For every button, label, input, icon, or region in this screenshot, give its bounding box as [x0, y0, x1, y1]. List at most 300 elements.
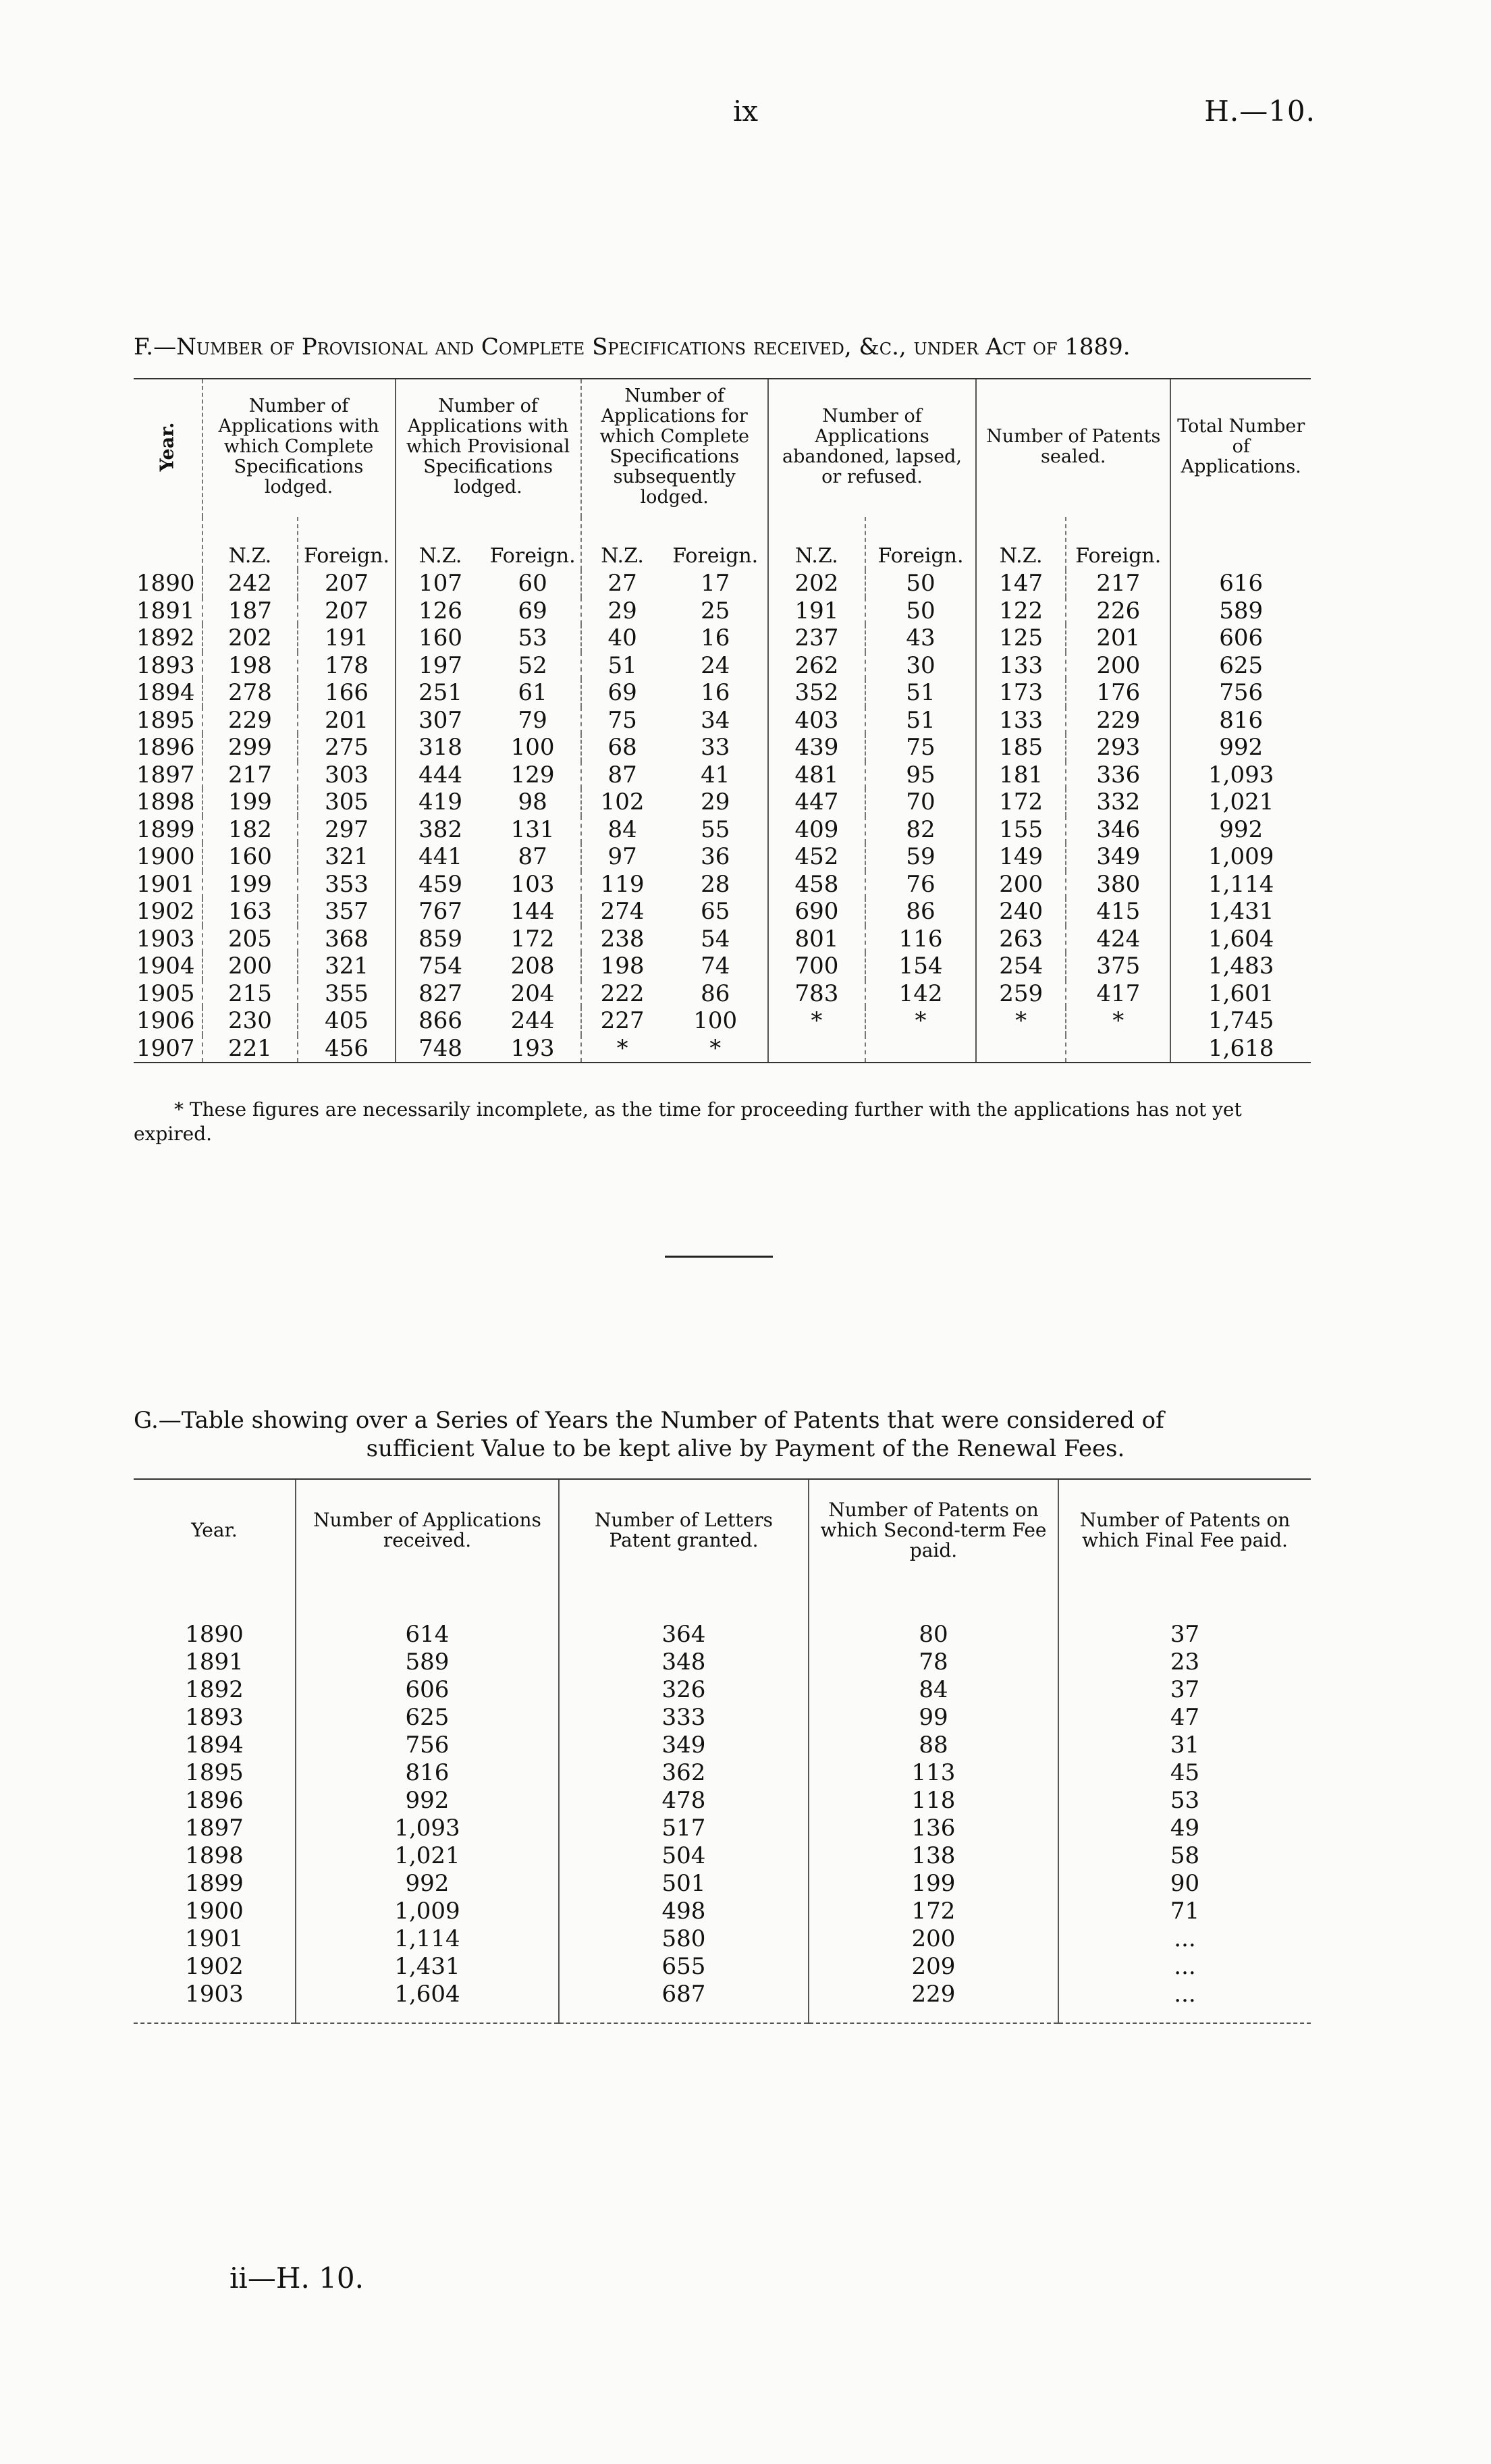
table-cell: 198: [202, 652, 298, 680]
table-cell: 244: [510, 1007, 555, 1035]
table-cell: 50: [865, 570, 976, 597]
table-cell: 756: [296, 1731, 559, 1759]
table-cell: 278: [202, 679, 298, 707]
table-cell: 87: [581, 761, 663, 789]
table-row: [134, 1585, 1311, 1648]
table-row: [134, 953, 1311, 980]
table-cell: 50: [865, 597, 976, 625]
table-cell: 201: [1066, 624, 1170, 652]
table-cell: 859: [396, 926, 485, 953]
year-cell: 1898: [136, 788, 195, 816]
table-cell: [865, 1035, 976, 1063]
year-cell: 1894: [136, 679, 195, 707]
year-cell: 1894: [185, 1731, 244, 1759]
table-cell: 447: [768, 788, 865, 816]
table-cell: 318: [396, 734, 485, 761]
header-year: Year.: [134, 379, 202, 517]
table-f-subheader-row: [134, 517, 1311, 570]
subheader-cell: Foreign.: [298, 517, 395, 570]
table-cell: 16: [701, 624, 730, 652]
table-cell: 748: [396, 1035, 485, 1063]
table-cell: 133: [976, 707, 1066, 734]
subheader-cell: Foreign.: [489, 544, 576, 568]
table-row: [134, 761, 1311, 789]
table-cell: 589: [296, 1648, 559, 1676]
table-cell: 333: [559, 1703, 809, 1731]
table-cell: 501: [559, 1869, 809, 1897]
table-cell: 1,093: [1170, 761, 1311, 789]
table-cell: 147: [976, 570, 1066, 597]
table-cell: ...: [1058, 1952, 1311, 1980]
table-cell: 51: [865, 707, 976, 734]
table-cell: 79: [518, 706, 547, 734]
table-cell: 992: [1170, 816, 1311, 844]
table-cell: 70: [865, 788, 976, 816]
year-cell: 1902: [185, 1952, 244, 1980]
table-cell: 82: [865, 816, 976, 844]
table-cell: 754: [396, 953, 485, 980]
table-cell: 222: [581, 980, 663, 1008]
table-cell: 100: [510, 734, 555, 761]
year-cell: 1900: [136, 843, 195, 871]
table-cell: 182: [202, 816, 298, 844]
table-cell: 55: [701, 815, 730, 843]
table-cell: 307: [396, 707, 485, 734]
table-cell: 452: [768, 843, 865, 871]
table-cell: 221: [202, 1035, 298, 1063]
table-cell: 181: [976, 761, 1066, 789]
table-cell: 254: [976, 953, 1066, 980]
table-cell: 352: [768, 679, 865, 707]
table-cell: 129: [510, 761, 555, 788]
header-total: Total Number of Applications.: [1170, 379, 1311, 517]
table-cell: 197: [396, 652, 485, 680]
table-cell: 90: [1058, 1869, 1311, 1897]
subheader-cell: N.Z.: [976, 517, 1066, 570]
table-cell: 198: [581, 953, 663, 980]
year-cell: 1906: [136, 1007, 195, 1035]
table-cell: 80: [809, 1585, 1058, 1648]
year-cell: 1892: [185, 1676, 244, 1703]
table-cell: *: [663, 1035, 768, 1063]
year-cell: 1890: [185, 1620, 244, 1648]
table-cell: 116: [865, 926, 976, 953]
table-cell: 230: [202, 1007, 298, 1035]
table-cell: 107: [396, 570, 485, 597]
table-cell: 687: [559, 1980, 809, 2023]
table-row: [134, 926, 1311, 953]
section-divider: [665, 1256, 773, 1258]
table-cell: 992: [296, 1786, 559, 1814]
table-cell: [768, 1035, 865, 1063]
year-cell: 1902: [136, 898, 195, 926]
year-cell: 1896: [136, 734, 195, 761]
table-cell: 100: [693, 1007, 738, 1035]
table-row: [134, 1703, 1311, 1731]
g-header-year: Year.: [134, 1479, 296, 1585]
table-cell: 133: [976, 652, 1066, 680]
table-cell: 444: [396, 761, 485, 789]
table-cell: 160: [396, 624, 485, 652]
table-row: [134, 898, 1311, 926]
table-cell: 154: [865, 953, 976, 980]
year-cell: 1899: [136, 815, 195, 843]
subheader-cell: N.Z.: [768, 517, 865, 570]
table-cell: *: [865, 1007, 976, 1035]
table-cell: 380: [1066, 871, 1170, 899]
table-cell: 36: [701, 843, 730, 871]
table-cell: 655: [559, 1952, 809, 1980]
table-cell: 589: [1170, 597, 1311, 625]
table-cell: 409: [768, 816, 865, 844]
table-cell: 305: [298, 788, 395, 816]
table-cell: 41: [701, 761, 730, 788]
table-cell: 229: [1066, 707, 1170, 734]
table-cell: 53: [518, 624, 547, 652]
table-cell: 37: [1058, 1585, 1311, 1648]
table-cell: 31: [1058, 1731, 1311, 1759]
table-cell: 459: [396, 871, 485, 899]
table-cell: 299: [202, 734, 298, 761]
table-cell: 205: [202, 926, 298, 953]
table-cell: 226: [1066, 597, 1170, 625]
table-cell: 217: [1066, 570, 1170, 597]
table-cell: 98: [518, 788, 547, 816]
table-cell: 172: [510, 925, 555, 953]
table-cell: [976, 1035, 1066, 1063]
table-cell: 441: [396, 843, 485, 871]
table-cell: 86: [865, 898, 976, 926]
year-cell: 1895: [136, 706, 195, 734]
table-cell: 1,021: [296, 1842, 559, 1869]
table-cell: 60: [518, 570, 547, 597]
header-provisional-specs: Number of Applications with which Provisional Specifications lodged.: [396, 379, 581, 517]
table-cell: 200: [1066, 652, 1170, 680]
table-cell: 349: [1066, 843, 1170, 871]
table-row: [134, 597, 1311, 625]
table-cell: 122: [976, 597, 1066, 625]
table-row: [134, 1842, 1311, 1869]
header-subsequent-complete: Number of Applications for which Complete Specifications subsequently lodged.: [581, 379, 768, 517]
table-cell: 456: [298, 1035, 395, 1063]
table-cell: 17: [701, 570, 730, 597]
table-cell: 362: [559, 1759, 809, 1786]
table-cell: 439: [768, 734, 865, 761]
table-cell: 1,745: [1170, 1007, 1311, 1035]
table-cell: 103: [510, 870, 555, 898]
year-cell: 1898: [185, 1842, 244, 1869]
year-cell: 1904: [136, 953, 195, 980]
table-cell: 200: [976, 871, 1066, 899]
table-row: [134, 980, 1311, 1008]
table-cell: 202: [768, 570, 865, 597]
table-cell: 690: [768, 898, 865, 926]
subheader-cell: Foreign.: [672, 544, 759, 568]
table-cell: 816: [1170, 707, 1311, 734]
table-cell: 263: [976, 926, 1066, 953]
table-cell: 204: [510, 980, 555, 1007]
table-row: [134, 843, 1311, 871]
table-cell: 242: [202, 570, 298, 597]
table-cell: 625: [1170, 652, 1311, 680]
table-cell: 606: [1170, 624, 1311, 652]
table-cell: 138: [809, 1842, 1058, 1869]
table-cell: 816: [296, 1759, 559, 1786]
table-row: [134, 624, 1311, 652]
table-row: [134, 1731, 1311, 1759]
year-cell: 1905: [136, 980, 195, 1007]
table-cell: 34: [701, 706, 730, 734]
table-cell: 202: [202, 624, 298, 652]
table-cell: 47: [1058, 1703, 1311, 1731]
table-cell: 193: [485, 1035, 581, 1063]
table-cell: 326: [559, 1676, 809, 1703]
table-cell: 185: [976, 734, 1066, 761]
table-cell: 58: [1058, 1842, 1311, 1869]
table-cell: 229: [202, 707, 298, 734]
table-f-title: F.—Number of Provisional and Complete Specifications received, &c., under Act of 1889.: [134, 333, 1131, 360]
header-sealed: Number of Patents sealed.: [976, 379, 1170, 517]
table-cell: 1,114: [1170, 871, 1311, 899]
table-row: [134, 1759, 1311, 1786]
table-cell: 303: [298, 761, 395, 789]
table-cell: 199: [809, 1869, 1058, 1897]
table-row: [134, 734, 1311, 761]
table-cell: 173: [976, 679, 1066, 707]
table-cell: 191: [768, 597, 865, 625]
table-cell: 176: [1066, 679, 1170, 707]
table-cell: 368: [298, 926, 395, 953]
table-cell: 481: [768, 761, 865, 789]
g-header-letters-patent: Number of Letters Patent granted.: [559, 1479, 809, 1585]
table-cell: 23: [1058, 1648, 1311, 1676]
year-cell: 1903: [134, 1980, 296, 2023]
table-cell: 163: [202, 898, 298, 926]
table-cell: 348: [559, 1648, 809, 1676]
table-cell: 1,009: [1170, 843, 1311, 871]
table-cell: 29: [581, 597, 663, 625]
table-cell: 75: [581, 707, 663, 734]
table-cell: 155: [976, 816, 1066, 844]
table-cell: 1,604: [296, 1980, 559, 2023]
table-row: [134, 1648, 1311, 1676]
table-cell: 353: [298, 871, 395, 899]
table-cell: 199: [202, 871, 298, 899]
table-cell: 28: [701, 870, 730, 898]
table-cell: 30: [865, 652, 976, 680]
table-cell: 25: [701, 597, 730, 624]
table-cell: 53: [1058, 1786, 1311, 1814]
table-cell: 625: [296, 1703, 559, 1731]
table-cell: 78: [809, 1648, 1058, 1676]
table-row: [134, 1925, 1311, 1952]
table-cell: 616: [1170, 570, 1311, 597]
table-cell: 293: [1066, 734, 1170, 761]
table-f-header-row: [134, 379, 1311, 517]
table-f-footnote: * These figures are necessarily incomplete, as the time for proceeding further with the applications has not yet expired.: [134, 1098, 1242, 1145]
table-cell: 1,604: [1170, 926, 1311, 953]
table-cell: 801: [768, 926, 865, 953]
table-cell: 227: [581, 1007, 663, 1035]
table-cell: 458: [768, 871, 865, 899]
table-cell: 142: [865, 980, 976, 1008]
table-cell: 346: [1066, 816, 1170, 844]
table-cell: 201: [298, 707, 395, 734]
table-cell: 237: [768, 624, 865, 652]
table-cell: 504: [559, 1842, 809, 1869]
table-cell: 49: [1058, 1814, 1311, 1842]
table-cell: *: [976, 1007, 1066, 1035]
year-cell: 1892: [136, 624, 195, 652]
table-cell: 125: [976, 624, 1066, 652]
table-cell: 16: [701, 679, 730, 707]
year-cell: 1903: [136, 925, 195, 953]
table-cell: 1,431: [1170, 898, 1311, 926]
table-cell: 700: [768, 953, 865, 980]
table-cell: 580: [559, 1925, 809, 1952]
table-cell: 99: [809, 1703, 1058, 1731]
table-cell: 424: [1066, 926, 1170, 953]
subheader-cell: N.Z.: [396, 517, 485, 570]
table-row: [134, 788, 1311, 816]
table-cell: 767: [396, 898, 485, 926]
table-cell: 756: [1170, 679, 1311, 707]
table-cell: 45: [1058, 1759, 1311, 1786]
table-cell: 27: [581, 570, 663, 597]
table-cell: 200: [809, 1925, 1058, 1952]
table-cell: 606: [296, 1676, 559, 1703]
table-cell: 274: [581, 898, 663, 926]
table-cell: 119: [581, 871, 663, 899]
table-cell: 52: [518, 651, 547, 679]
table-row: [134, 1952, 1311, 1980]
table-cell: 187: [202, 597, 298, 625]
table-cell: 259: [976, 980, 1066, 1008]
year-cell: 1901: [136, 870, 195, 898]
table-cell: 51: [581, 652, 663, 680]
table-cell: 336: [1066, 761, 1170, 789]
table-cell: 251: [396, 679, 485, 707]
table-g-header-row: [134, 1479, 1311, 1585]
table-cell: 355: [298, 980, 395, 1008]
table-g-title-line1: G.—Table showing over a Series of Years the Number of Patents that were considered of: [134, 1407, 1164, 1434]
table-cell: 1,601: [1170, 980, 1311, 1008]
year-cell: 1900: [185, 1897, 244, 1925]
table-cell: 59: [865, 843, 976, 871]
table-row: [134, 1035, 1311, 1063]
table-cell: 1,114: [296, 1925, 559, 1952]
table-cell: 417: [1066, 980, 1170, 1008]
table-g-title-line2: sufficient Value to be kept alive by Payment of the Renewal Fees.: [366, 1435, 1125, 1462]
table-cell: 783: [768, 980, 865, 1008]
table-cell: 1,618: [1170, 1035, 1311, 1063]
table-cell: 33: [701, 734, 730, 761]
year-cell: 1891: [185, 1648, 244, 1676]
table-cell: 866: [396, 1007, 485, 1035]
year-cell: 1899: [185, 1869, 244, 1897]
table-cell: 172: [809, 1897, 1058, 1925]
table-row: [134, 1007, 1311, 1035]
table-cell: 199: [202, 788, 298, 816]
year-cell: 1890: [136, 570, 195, 597]
table-cell: 478: [559, 1786, 809, 1814]
table-cell: 992: [296, 1869, 559, 1897]
table-cell: 297: [298, 816, 395, 844]
table-cell: 238: [581, 926, 663, 953]
table-cell: 262: [768, 652, 865, 680]
table-cell: 113: [809, 1759, 1058, 1786]
table-row: [134, 652, 1311, 680]
subheader-cell: Foreign.: [1066, 517, 1170, 570]
table-cell: 87: [518, 843, 547, 871]
year-cell: 1895: [185, 1759, 244, 1786]
table-cell: 84: [581, 816, 663, 844]
g-header-final-fee: Number of Patents on which Final Fee paid.: [1058, 1479, 1311, 1585]
table-row: [134, 1814, 1311, 1842]
table-row: [134, 707, 1311, 734]
year-cell: 1907: [134, 1035, 202, 1063]
table-cell: 827: [396, 980, 485, 1008]
table-cell: 275: [298, 734, 395, 761]
table-cell: 149: [976, 843, 1066, 871]
table-cell: 1,431: [296, 1952, 559, 1980]
subheader-cell: N.Z.: [202, 517, 298, 570]
table-cell: 498: [559, 1897, 809, 1925]
year-cell: 1891: [136, 597, 195, 624]
table-cell: 75: [865, 734, 976, 761]
table-cell: 71: [1058, 1897, 1311, 1925]
table-cell: *: [581, 1035, 663, 1063]
year-cell: 1897: [185, 1814, 244, 1842]
table-cell: 69: [581, 679, 663, 707]
subheader-cell: N.Z.: [581, 517, 663, 570]
table-cell: 208: [510, 953, 555, 980]
subheader-cell: Foreign.: [865, 517, 976, 570]
table-cell: 118: [809, 1786, 1058, 1814]
table-row: [134, 679, 1311, 707]
table-cell: 415: [1066, 898, 1170, 926]
year-cell: 1901: [185, 1925, 244, 1952]
table-cell: 144: [510, 898, 555, 926]
table-cell: 200: [202, 953, 298, 980]
page-number: ix: [732, 95, 759, 128]
table-cell: 24: [701, 651, 730, 679]
table-cell: 321: [298, 843, 395, 871]
table-cell: 1,021: [1170, 788, 1311, 816]
header-abandoned: Number of Applications abandoned, lapsed, or refused.: [768, 379, 976, 517]
table-cell: 136: [809, 1814, 1058, 1842]
table-cell: 51: [865, 679, 976, 707]
table-cell: 54: [701, 925, 730, 953]
table-cell: 172: [976, 788, 1066, 816]
table-cell: 61: [518, 679, 547, 707]
table-cell: 349: [559, 1731, 809, 1759]
table-cell: 207: [298, 570, 395, 597]
table-cell: 405: [298, 1007, 395, 1035]
table-row: [134, 1980, 1311, 2023]
table-cell: 191: [298, 624, 395, 652]
table-cell: 37: [1058, 1676, 1311, 1703]
table-cell: 178: [298, 652, 395, 680]
table-cell: 74: [701, 953, 730, 980]
table-cell: 215: [202, 980, 298, 1008]
table-cell: 382: [396, 816, 485, 844]
table-g: [134, 1478, 1311, 2024]
table-cell: 1,093: [296, 1814, 559, 1842]
table-row: [134, 816, 1311, 844]
table-cell: 102: [581, 788, 663, 816]
table-cell: 68: [581, 734, 663, 761]
